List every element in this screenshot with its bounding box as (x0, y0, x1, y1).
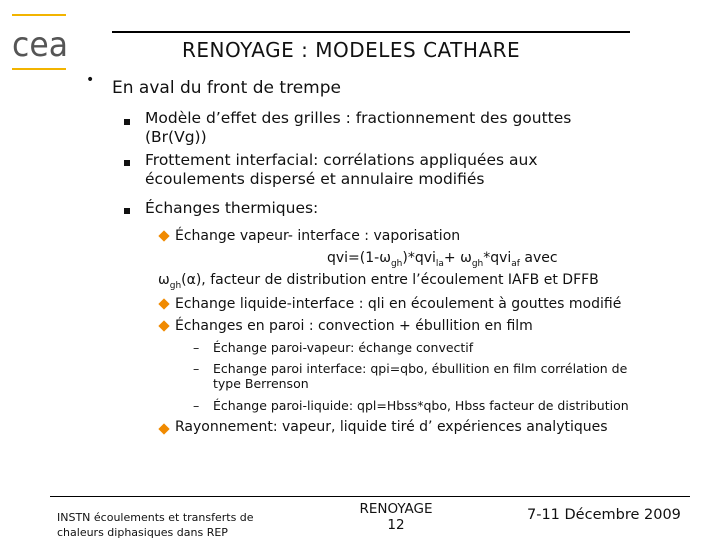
radiation-item: Rayonnement: vapeur, liquide tiré d’ expériences analytiques (175, 419, 608, 435)
wall-liquid-exchange: Échange paroi-liquide: qpl=Hbss*qbo, Hbss facteur de distribution (213, 398, 629, 413)
dash-bullet-icon: – (193, 340, 200, 355)
footer-page (340, 501, 452, 533)
diamond-bullet-icon (158, 423, 169, 434)
dash-bullet-icon: – (193, 361, 200, 376)
slide-title: RENOYAGE : MODELES CATHARE (182, 38, 521, 62)
footer-center-title: RENOYAGE (359, 501, 433, 517)
item-heat-exchange: Échanges thermiques: (145, 199, 319, 217)
liquid-interface-exchange: Echange liquide-interface : qli en écoulement à gouttes modifié (175, 296, 622, 312)
bullet-dot-icon: • (86, 72, 95, 88)
wall-interface-exchange: Echange paroi interface: qpi=qbo, ébullition en film corrélation de type Berrenson (213, 361, 628, 391)
diamond-bullet-icon (158, 230, 169, 241)
footer-course: INSTN écoulements et transferts de chaleurs diphasiques dans REP (57, 511, 254, 539)
cea-logo-text: cea (12, 25, 68, 65)
footer-date: 7-11 Décembre 2009 (527, 507, 681, 523)
square-bullet-icon (124, 160, 130, 166)
footer-rule (50, 496, 690, 497)
item-grid-effect: Modèle d’effet des grilles : fractionnement des gouttes (Br(Vg)) (145, 109, 572, 146)
square-bullet-icon (124, 119, 130, 125)
distribution-factor-line: $\omega_{gh}(\alpha)$, facteur de distribution entre l’écoulement IAFB et DFFB (158, 272, 599, 291)
square-bullet-icon (124, 208, 130, 214)
page-number: 12 (387, 517, 405, 533)
dash-bullet-icon: – (193, 398, 200, 413)
title-rule (112, 31, 630, 33)
vaporization-formula: $qvi=(1-\omega_{gh})*qvi_{la}+ \omega_{gh}*qvi_{af}$ avec (327, 250, 558, 269)
cea-logo (10, 12, 80, 76)
wall-vapor-exchange: Échange paroi-vapeur: échange convectif (213, 340, 474, 355)
wall-exchange: Échanges en paroi : convection + ébullition en film (175, 318, 533, 334)
vapor-interface-exchange: Échange vapeur- interface : vaporisation (175, 228, 461, 244)
diamond-bullet-icon (158, 320, 169, 331)
diamond-bullet-icon (158, 298, 169, 309)
section-heading: En aval du front de trempe (112, 78, 341, 98)
item-interfacial-friction: Frottement interfacial: corrélations appliquées aux écoulements dispersé et annulaire modifiés (145, 151, 538, 188)
